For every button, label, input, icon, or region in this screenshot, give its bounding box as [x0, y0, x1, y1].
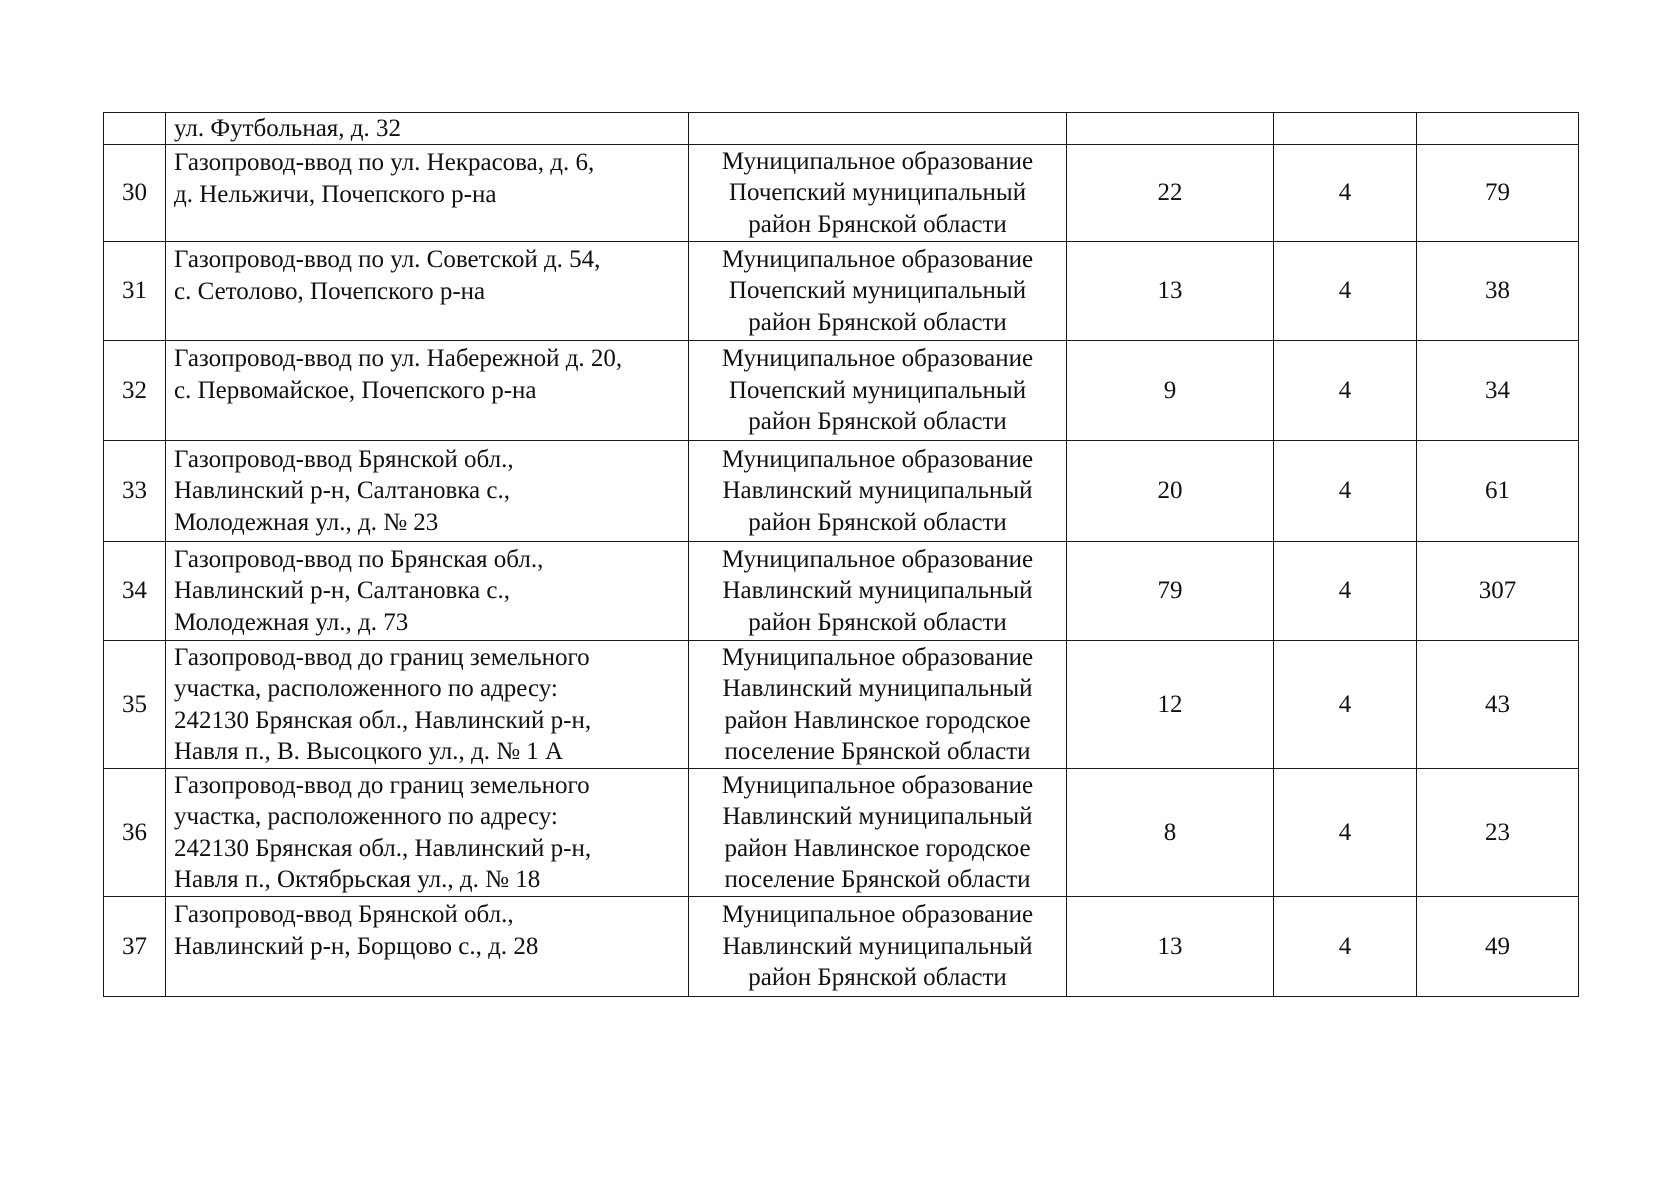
value-1: 22: [1067, 145, 1274, 242]
value-3: 307: [1417, 542, 1579, 641]
table-row: [104, 769, 1579, 897]
value-1: 12: [1067, 641, 1274, 769]
value-1: 8: [1067, 769, 1274, 897]
value-1: [1067, 113, 1274, 145]
row-number: 30: [104, 145, 166, 242]
row-number: 36: [104, 769, 166, 897]
object-address: Газопровод-ввод Брянской обл., Навлинский р-н, Салтановка с., Молодежная ул., д. № 23: [166, 441, 689, 542]
owner: Муниципальное образование Почепский муниципальный район Брянской области: [689, 145, 1067, 242]
object-address: Газопровод-ввод по ул. Набережной д. 20, с. Первомайское, Почепского р-на: [166, 341, 689, 441]
gas-pipeline-table: [103, 112, 1579, 997]
table-row: [104, 641, 1579, 769]
value-2: 4: [1274, 441, 1417, 542]
value-3: 43: [1417, 641, 1579, 769]
value-2: 4: [1274, 897, 1417, 997]
row-number: 33: [104, 441, 166, 542]
object-address: Газопровод-ввод по Брянская обл., Навлинский р-н, Салтановка с., Молодежная ул., д. 73: [166, 542, 689, 641]
object-address: Газопровод-ввод по ул. Некрасова, д. 6, д. Нельжичи, Почепского р-на: [166, 145, 689, 242]
value-2: [1274, 113, 1417, 145]
value-2: 4: [1274, 145, 1417, 242]
row-number: 32: [104, 341, 166, 441]
object-address: Газопровод-ввод до границ земельного участка, расположенного по адресу: 242130 Брянская обл., Навлинский р-н, Навля п., Октябрьская ул., д. № 18: [166, 769, 689, 897]
value-2: 4: [1274, 242, 1417, 341]
owner: [689, 113, 1067, 145]
value-3: [1417, 113, 1579, 145]
value-2: 4: [1274, 769, 1417, 897]
owner: Муниципальное образование Почепский муниципальный район Брянской области: [689, 341, 1067, 441]
value-1: 79: [1067, 542, 1274, 641]
object-address: Газопровод-ввод Брянской обл., Навлинский р-н, Борщово с., д. 28: [166, 897, 689, 997]
value-3: 23: [1417, 769, 1579, 897]
object-address: Газопровод-ввод до границ земельного участка, расположенного по адресу: 242130 Брянская обл., Навлинский р-н, Навля п., В. Высоцкого ул., д. № 1 А: [166, 641, 689, 769]
object-address: ул. Футбольная, д. 32: [166, 113, 689, 145]
owner: Муниципальное образование Навлинский муниципальный район Навлинское городское поселение Брянской области: [689, 641, 1067, 769]
table-row: [104, 145, 1579, 242]
value-3: 49: [1417, 897, 1579, 997]
value-1: 9: [1067, 341, 1274, 441]
value-3: 79: [1417, 145, 1579, 242]
owner: Муниципальное образование Навлинский муниципальный район Брянской области: [689, 897, 1067, 997]
row-number: 34: [104, 542, 166, 641]
owner: Муниципальное образование Навлинский муниципальный район Брянской области: [689, 542, 1067, 641]
value-3: 38: [1417, 242, 1579, 341]
row-number: 35: [104, 641, 166, 769]
row-number: 37: [104, 897, 166, 997]
owner: Муниципальное образование Навлинский муниципальный район Навлинское городское поселение Брянской области: [689, 769, 1067, 897]
table-row: [104, 441, 1579, 542]
table-row: [104, 341, 1579, 441]
value-2: 4: [1274, 641, 1417, 769]
table-row: [104, 113, 1579, 145]
value-2: 4: [1274, 542, 1417, 641]
table-row: [104, 542, 1579, 641]
value-2: 4: [1274, 341, 1417, 441]
table-row: [104, 897, 1579, 997]
row-number: [104, 113, 166, 145]
row-number: 31: [104, 242, 166, 341]
table-row: [104, 242, 1579, 341]
value-3: 34: [1417, 341, 1579, 441]
value-1: 13: [1067, 897, 1274, 997]
value-3: 61: [1417, 441, 1579, 542]
object-address: Газопровод-ввод по ул. Советской д. 54, с. Сетолово, Почепского р-на: [166, 242, 689, 341]
value-1: 20: [1067, 441, 1274, 542]
owner: Муниципальное образование Почепский муниципальный район Брянской области: [689, 242, 1067, 341]
value-1: 13: [1067, 242, 1274, 341]
owner: Муниципальное образование Навлинский муниципальный район Брянской области: [689, 441, 1067, 542]
